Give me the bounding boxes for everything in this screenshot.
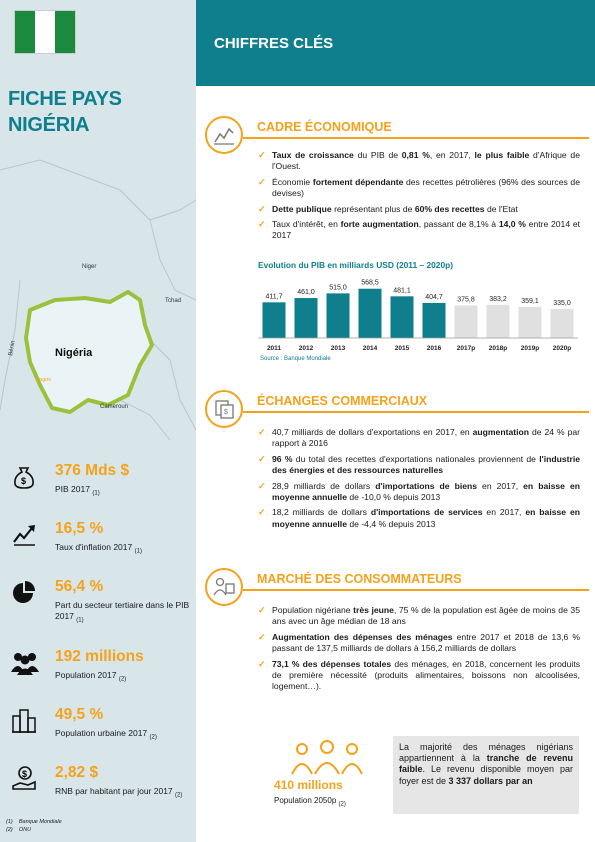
callout-text-1: La majorité des ménages nigérians appartiennent à la: [399, 742, 573, 764]
list-item: ✓ Taux de croissance du PIB de 0,81 %, en 2017, le plus faible d'Afrique de l'Ouest.: [258, 150, 580, 173]
svg-text:$: $: [224, 409, 228, 416]
bar-value-label: 568,5: [361, 279, 379, 287]
bar-value-label: 359,1: [521, 297, 539, 305]
bar-2015: [390, 296, 413, 338]
footnote-text: ONU: [18, 827, 32, 833]
section-title: MARCHÉ DES CONSOMMATEURS: [257, 572, 462, 586]
bar-2020p: [550, 309, 573, 338]
kpi-label: [55, 600, 195, 627]
bar-value-label: 335,0: [553, 299, 571, 307]
list-item: ✓ Population nigériane très jeune, 75 % de la population est âgée de moins de 35 ans avec un âge médian de 18 ans: [258, 605, 580, 628]
svg-text:$: $: [22, 769, 28, 779]
section-title: ÉCHANGES COMMERCIAUX: [257, 394, 428, 408]
population-2050-value: 410 millions: [274, 778, 343, 792]
income-callout: [393, 736, 579, 814]
x-tick-label: 2016: [426, 345, 442, 352]
ref: (2): [338, 801, 346, 808]
kpi-ref: (1): [134, 548, 142, 555]
header-band: [196, 0, 595, 86]
bar-2014: [358, 289, 381, 338]
section-rule: [243, 411, 589, 413]
kpi-ref: (2): [118, 676, 127, 683]
list-item: ✓ 28,9 milliards de dollars d'importations de biens en 2017, en baisse en moyenne annuelle de -10,0 % depuis 2013: [258, 481, 580, 504]
callout-text-2: . Le revenu disponible moyen par foyer est de: [399, 764, 573, 786]
chart-title: Evolution du PIB en milliards USD (2011 – 2020p): [258, 260, 454, 270]
bar-2017p: [454, 305, 477, 338]
bar-2013: [326, 293, 349, 338]
kpi-label-text: Part du secteur tertiaire dans le PIB 2017: [55, 600, 190, 621]
economic-bullets: [258, 150, 580, 246]
bar-2012: [294, 298, 317, 338]
left-panel: [0, 0, 196, 842]
list-item: ✓ 18,2 milliards de dollars d'importations de services en 2017, en baisse en moyenne annuelle de -4,4 % depuis 2013: [258, 507, 580, 530]
kpi-ref: (1): [92, 490, 100, 497]
x-tick-label: 2011: [266, 345, 282, 352]
callout-bold-1: tranche de revenu faible: [399, 753, 573, 775]
x-tick-label: 2012: [298, 345, 314, 352]
bar-2016: [422, 303, 445, 338]
kpi-label: [55, 484, 195, 500]
callout-bold-2: 3 337 dollars par an: [448, 775, 533, 786]
bar-value-label: 404,7: [425, 293, 443, 301]
city-icon: [10, 706, 38, 734]
kpi-value: 16,5 %: [55, 520, 104, 537]
x-tick-label: 2018p: [488, 345, 508, 352]
bar-value-label: 383,2: [489, 295, 507, 303]
section-rule: [243, 137, 589, 139]
pie-chart-icon: [10, 578, 38, 606]
bar-2019p: [518, 307, 541, 338]
footnote-num: (2): [6, 827, 13, 833]
gdp-bar-chart: [258, 272, 578, 362]
kpi-label-text: Population urbaine 2017: [55, 728, 148, 738]
x-tick-label: 2014: [362, 345, 378, 352]
economy-chart-icon: [205, 116, 243, 154]
x-tick-label: 2015: [394, 345, 410, 352]
bar-value-label: 481,1: [393, 287, 411, 295]
svg-text:$: $: [21, 476, 27, 486]
consumer-icon: [205, 568, 243, 606]
list-item: ✓ Économie fortement dépendante des recettes pétrolières (96% des sources de devises): [258, 177, 580, 200]
kpi-label-text: RNB par habitant par jour 2017: [55, 786, 173, 796]
map-label-cameroun: Cameroun: [100, 404, 129, 410]
population-icon: [10, 648, 38, 676]
footnote-1: [6, 818, 62, 826]
x-tick-label: 2020p: [552, 345, 572, 352]
bar-value-label: 411,7: [265, 293, 283, 301]
bar-value-label: 515,0: [329, 284, 347, 292]
list-item: ✓ 96 % du total des recettes d'exportations nationales proviennent de l'industrie des énergies et des ressources naturelles: [258, 454, 580, 477]
title-line-1: FICHE PAYS: [8, 88, 122, 110]
footnote-num: (1): [6, 819, 13, 825]
map-label-lagos: Lagos: [36, 377, 51, 383]
bar-value-label: 375,8: [457, 296, 475, 304]
kpi-ref: (2): [175, 792, 183, 799]
x-tick-label: 2013: [330, 345, 346, 352]
title-line-2: NIGÉRIA: [8, 114, 90, 136]
bar-value-label: 461,0: [297, 289, 315, 297]
list-item: ✓ Dette publique représentant plus de 60% des recettes de l'Etat: [258, 204, 580, 215]
kpi-value: 376 Mds $: [55, 462, 130, 479]
kpi-label-text: Taux d'inflation 2017: [55, 542, 133, 552]
label-text: Population 2050p: [274, 796, 337, 805]
kpi-value: 49,5 %: [55, 706, 104, 723]
footnote-2: [6, 826, 62, 834]
kpi-label: [55, 786, 195, 802]
page-title: [8, 86, 122, 138]
kpi-label-text: Population 2017: [55, 670, 117, 680]
footnotes: [6, 818, 62, 834]
list-item: ✓ Taux d'intérêt, en forte augmentation, passant de 8,1% à 14,0 % entre 2014 et 2017: [258, 219, 580, 242]
bar-2011: [262, 302, 285, 338]
map-label-nigeria: Nigéria: [55, 347, 93, 359]
money-bag-icon: [10, 462, 38, 490]
header-title: CHIFFRES CLÉS: [214, 35, 334, 52]
map-label-benin: Bénin: [8, 340, 17, 357]
population-2050-label: [274, 796, 346, 808]
trade-icon: [205, 390, 243, 428]
kpi-value: 56,4 %: [55, 578, 104, 595]
kpi-label: [55, 728, 195, 744]
income-icon: [10, 764, 38, 792]
trade-bullets: [258, 427, 580, 534]
map-label-niger: Niger: [82, 264, 97, 270]
kpi-value: 192 millions: [55, 648, 144, 665]
family-icon: [282, 738, 372, 776]
population-2050: [262, 738, 382, 818]
footnote-text: Banque Mondiale: [18, 819, 62, 825]
kpi-label: [55, 542, 195, 558]
list-item: ✓ 73,1 % des dépenses totales des ménages, en 2018, concernent les produits de première nécessité (produits alimentaires, boissons non alcoolisées, logement…).: [258, 659, 580, 693]
section-rule: [243, 589, 589, 591]
x-tick-label: 2017p: [456, 345, 476, 352]
consumer-bullets: [258, 605, 580, 697]
section-title: CADRE ÉCONOMIQUE: [257, 120, 392, 134]
nigeria-flag-icon: [14, 10, 76, 54]
list-item: ✓ 40,7 milliards de dollars d'exportations en 2017, en augmentation de 24 % par rapport à 2016: [258, 427, 580, 450]
gdp-chart: [258, 260, 578, 375]
list-item: ✓ Augmentation des dépenses des ménages entre 2017 et 2018 de 13,6 % passant de 137,5 milliards de dollars à 156,2 milliards de dollars: [258, 632, 580, 655]
kpi-value: 2,82 $: [55, 764, 99, 781]
bar-2018p: [486, 305, 509, 338]
chart-source: Source : Banque Mondiale: [260, 356, 331, 362]
nigeria-map: [0, 150, 196, 450]
kpi-label: [55, 670, 195, 686]
trend-chart-icon: [10, 520, 38, 548]
x-tick-label: 2019p: [520, 345, 540, 352]
kpi-ref: (2): [149, 734, 157, 741]
kpi-ref: (1): [76, 617, 84, 624]
kpi-label-text: PIB 2017: [55, 484, 90, 494]
map-label-tchad: Tchad: [165, 298, 182, 304]
